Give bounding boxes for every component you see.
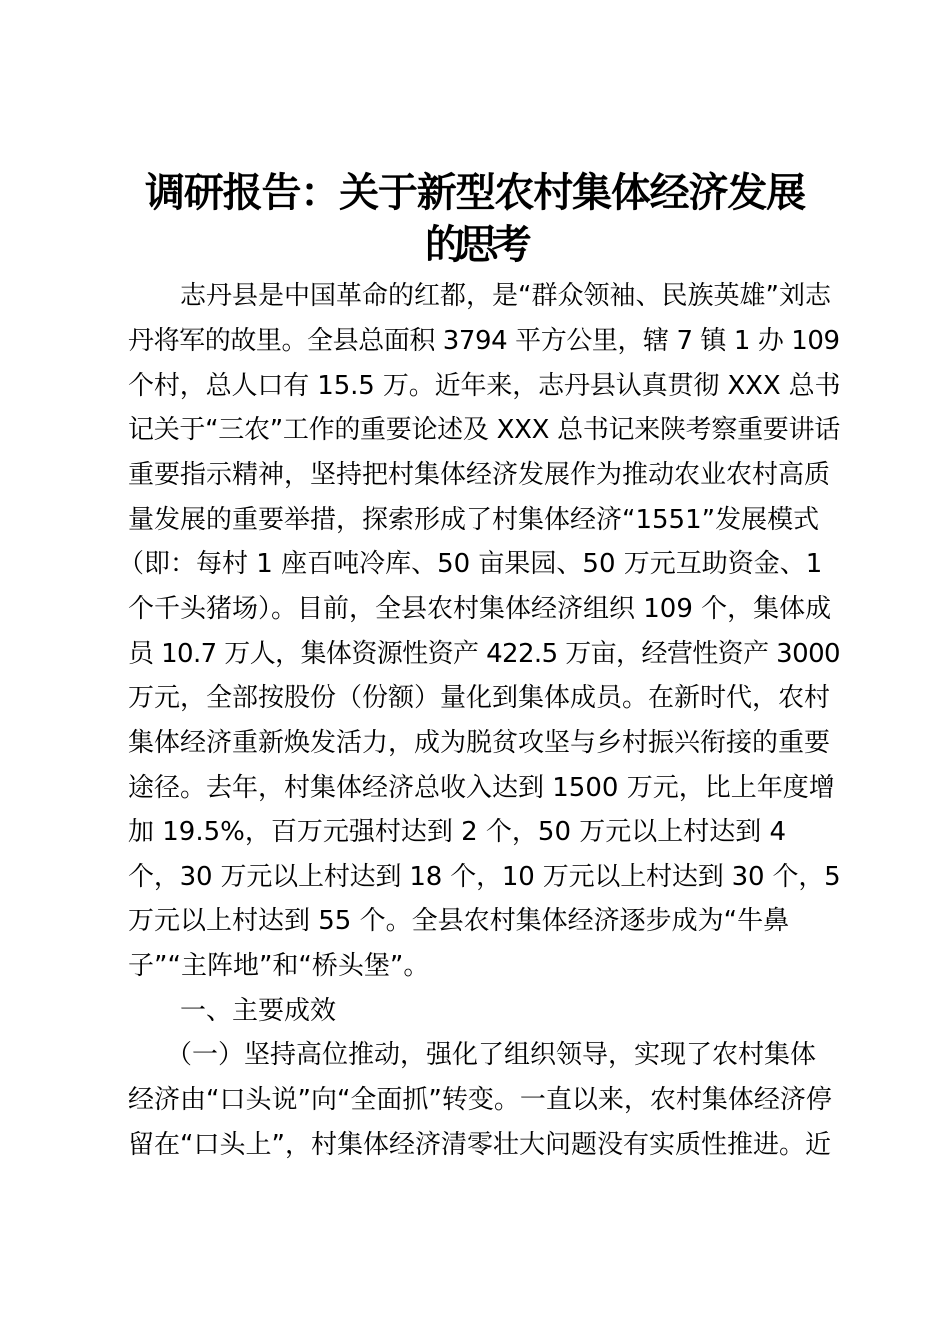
body-line: 集体经济重新焕发活力，成为脱贫攻坚与乡村振兴衔接的重要: [128, 728, 831, 758]
body-line: 万元，全部按股份（份额）量化到集体成员。在新时代，农村: [128, 683, 831, 713]
subsection-heading: （一）坚持高位推动，强化了组织领导，实现了农村集体: [166, 1040, 817, 1070]
body-line: 记关于“三农”工作的重要论述及 XXX 总书记来陕考察重要讲话: [128, 415, 840, 445]
document-title-line-2: 的思考: [425, 221, 525, 268]
body-line: 留在“口头上”，村集体经济清零壮大问题没有实质性推进。近: [128, 1130, 831, 1160]
body-line: 经济由“口头说”向“全面抓”转变。一直以来，农村集体经济停: [128, 1085, 832, 1115]
body-line: 个千头猪场）。目前，全县农村集体经济组织 109 个，集体成: [128, 594, 832, 624]
document-title-line-1: 调研报告：关于新型农村集体经济发展: [145, 169, 805, 216]
section-heading: 一、主要成效: [180, 996, 337, 1026]
body-line: 途径。去年，村集体经济总收入达到 1500 万元，比上年度增: [128, 773, 835, 803]
body-line: 志丹县是中国革命的红都，是“群众领袖、民族英雄”刘志: [180, 281, 831, 311]
body-line: 重要指示精神，坚持把村集体经济发展作为推动农业农村高质: [128, 460, 831, 490]
body-line: 个，30 万元以上村达到 18 个，10 万元以上村达到 30 个，5: [128, 862, 841, 892]
body-line: （即：每村 1 座百吨冷库、50 亩果园、50 万元互助资金、1: [118, 549, 823, 579]
body-line: 量发展的重要举措，探索形成了村集体经济“1551”发展模式: [128, 505, 820, 535]
body-line: 子”“主阵地”和“桥头堡”。: [128, 951, 430, 981]
body-line: 丹将军的故里。全县总面积 3794 平方公里，辖 7 镇 1 办 109: [128, 326, 840, 356]
body-line: 员 10.7 万人，集体资源性资产 422.5 万亩，经营性资产 3000: [128, 639, 840, 669]
body-line: 万元以上村达到 55 个。全县农村集体经济逐步成为“牛鼻: [128, 906, 790, 936]
body-line: 个村，总人口有 15.5 万。近年来，志丹县认真贯彻 XXX 总书: [128, 371, 841, 401]
body-line: 加 19.5%，百万元强村达到 2 个，50 万元以上村达到 4: [128, 817, 787, 847]
